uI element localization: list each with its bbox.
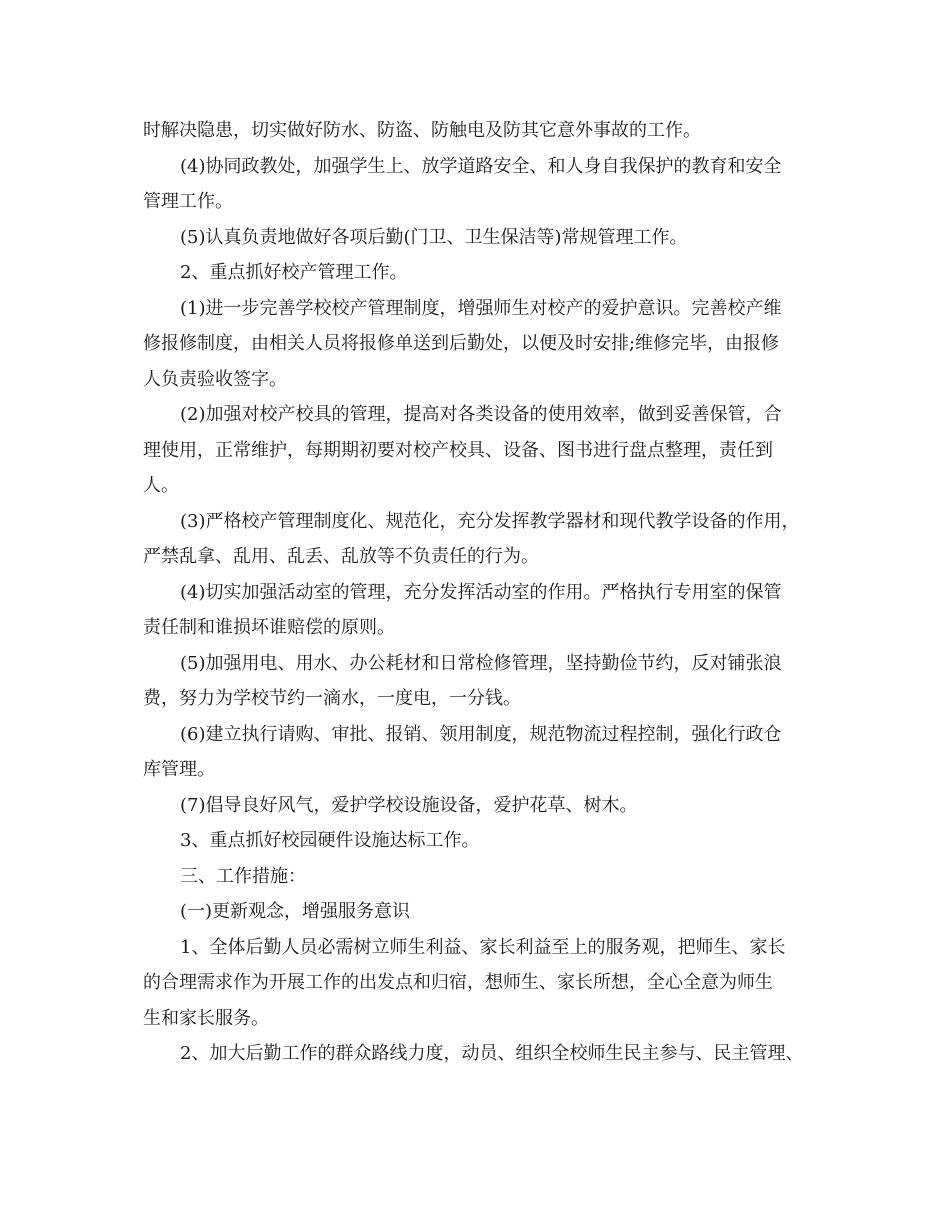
section-heading: 2、重点抓好校产管理工作。 — [180, 262, 408, 283]
paragraph — [143, 397, 813, 504]
text-line: 费，努力为学校节约一滴水，一度电，一分钱。 — [143, 688, 521, 709]
paragraph — [143, 717, 813, 788]
text-line: 库管理。 — [143, 759, 215, 780]
text-line: 2、加大后勤工作的群众路线力度，动员、组织全校师生民主参与、民主管理、 — [180, 1043, 804, 1064]
paragraph — [143, 220, 813, 256]
text-line: (4)切实加强活动室的管理，充分发挥活动室的作用。严格执行专用室的保管 — [180, 581, 782, 603]
paragraph — [143, 255, 813, 291]
text-line: 理使用，正常维护，每期期初要对校产校具、设备、图书进行盘点整理，责任到 — [143, 439, 773, 461]
paragraph — [143, 504, 813, 575]
text-line: 人负责验收签字。 — [143, 368, 287, 390]
document-body — [143, 113, 813, 1072]
text-line: 严禁乱拿、乱用、乱丢、乱放等不负责任的行为。 — [143, 546, 539, 567]
paragraph — [143, 930, 813, 1037]
paragraph — [143, 646, 813, 717]
section-heading: 三、工作措施： — [180, 865, 306, 887]
text-line: (6)建立执行请购、审批、报销、领用制度，规范物流过程控制，强化行政仓 — [180, 723, 782, 745]
paragraph — [143, 823, 813, 859]
text-line: (5)认真负责地做好各项后勤(门卫、卫生保洁等)常规管理工作。 — [180, 226, 688, 248]
text-line: (4)协同政教处，加强学生上、放学道路安全、和人身自我保护的教育和安全 — [180, 155, 782, 177]
text-line: (7)倡导良好风气，爱护学校设施设备，爱护花草、树木。 — [180, 794, 638, 816]
text-line: 修报修制度，由相关人员将报修单送到后勤处，以便及时安排;维修完毕，由报修 — [143, 333, 780, 354]
paragraph — [143, 149, 813, 220]
section-heading: 3、重点抓好校园硬件设施达标工作。 — [180, 830, 480, 851]
text-line: (1)进一步完善学校校产管理制度，增强师生对校产的爱护意识。完善校产维 — [180, 297, 782, 319]
subsection-heading: (一)更新观念，增强服务意识 — [180, 901, 411, 922]
text-line: (2)加强对校产校具的管理，提高对各类设备的使用效率，做到妥善保管，合 — [180, 404, 782, 425]
paragraph — [143, 1036, 813, 1072]
paragraph — [143, 859, 813, 895]
paragraph — [143, 113, 813, 149]
text-line: 1、全体后勤人员必需树立师生利益、家长利益至上的服务观，把师生、家长 — [180, 936, 786, 958]
text-line: 人。 — [143, 475, 179, 496]
paragraph — [143, 894, 813, 930]
text-line: 时解决隐患，切实做好防水、防盗、防触电及防其它意外事故的工作。 — [143, 120, 701, 141]
paragraph — [143, 788, 813, 824]
text-line: (5)加强用电、用水、办公耗材和日常检修管理，坚持勤俭节约，反对铺张浪 — [180, 652, 782, 674]
text-line: 管理工作。 — [143, 191, 233, 212]
text-line: 的合理需求作为开展工作的出发点和归宿，想师生、家长所想，全心全意为师生 — [143, 972, 773, 993]
paragraph — [143, 575, 813, 646]
text-line: 责任制和谁损坏谁赔偿的原则。 — [143, 617, 395, 638]
text-line: (3)严格校产管理制度化、规范化，充分发挥教学器材和现代教学设备的作用， — [180, 510, 800, 532]
paragraph — [143, 291, 813, 398]
text-line: 生和家长服务。 — [143, 1007, 269, 1029]
